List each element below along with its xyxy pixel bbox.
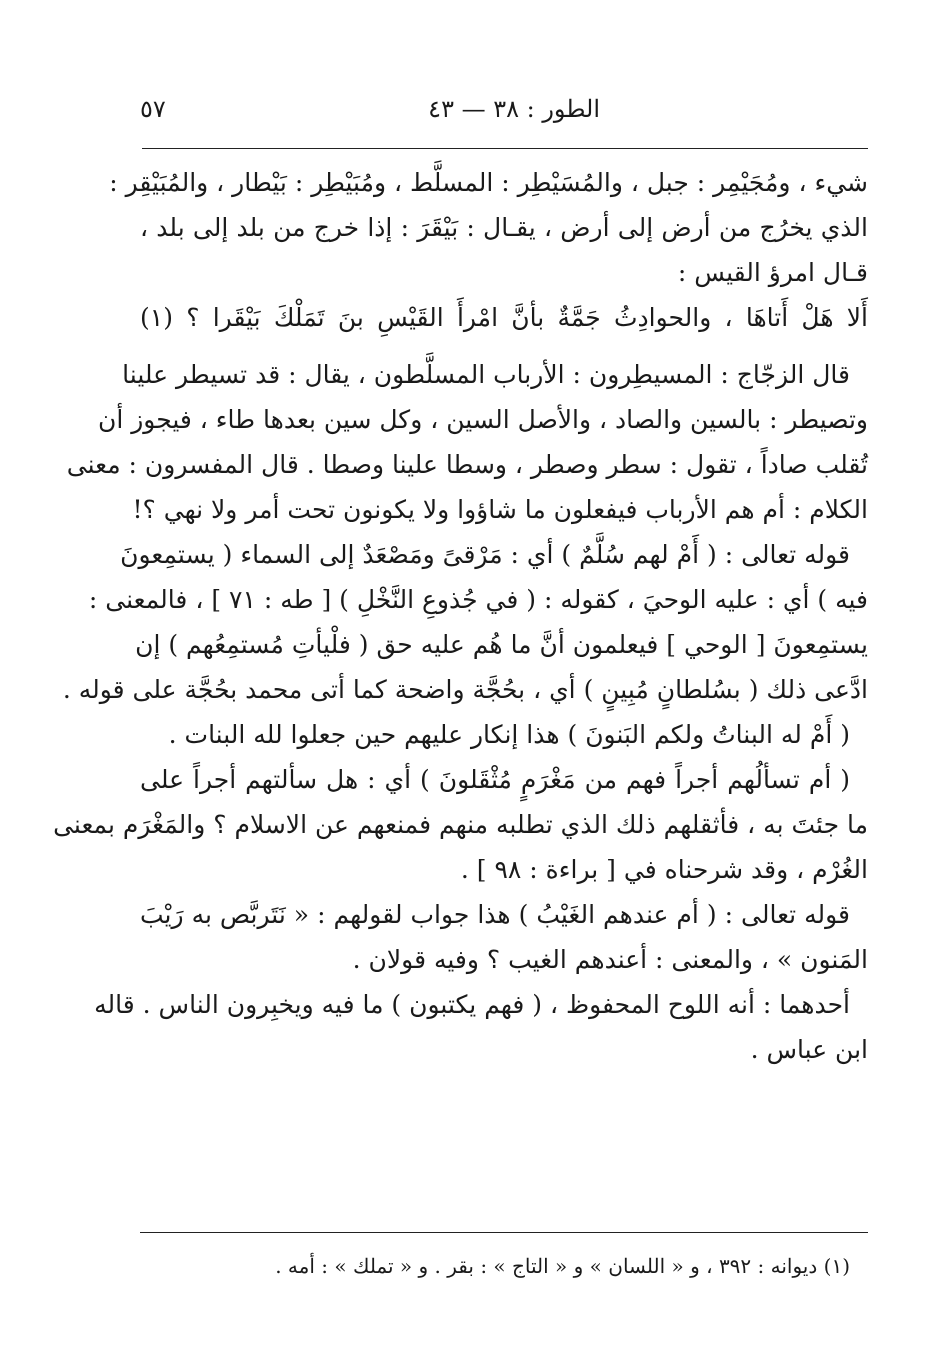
text-line: ( أم تسألُهم أجراً فهم من مَغْرَمٍ مُثْقَلونَ ) أي : هل سألتهم أجراً على [140,765,850,794]
text-line: فيه ) أي : عليه الوحيَ ، كقوله : ( في جُذوعِ النَّخْلِ ) [ طه : ٧١ ] ، فالمعنى : [88,585,868,614]
header-rule [142,148,868,149]
text-line: قال الزجّاج : المسيطِرون : الأرباب المسلَّطون ، يقال : قد تسيطر علينا [122,360,850,389]
text-line: ابن عباس . [750,1035,868,1064]
page-header [130,94,870,134]
text-line: قوله تعالى : ( أَمْ لهم سُلَّمٌ ) أي : مَرْقىً ومَصْعَدٌ إلى السماء ( يستمِعونَ [120,540,850,569]
text-line: الغُرْم ، وقد شرحناه في [ براءة : ٩٨ ] . [460,855,868,884]
text-line: الكلام : أم هم الأرباب فيفعلون ما شاؤوا ولا يكونون تحت أمر ولا نهي ؟! [132,495,868,524]
main-text [53,160,868,1072]
footnote: (١) ديوانه : ٣٩٢ ، و « اللسان » و « التاج » : بقر . و « تملك » : أمه . [275,1254,850,1278]
text-line: قوله تعالى : ( أم عندهم الغَيْبُ ) هذا جواب لقولهم : « نَتَربَّص به رَيْبَ [140,900,850,929]
text-line: وتصيطر : بالسين والصاد ، والأصل السين ، وكل سين بعدها طاء ، فيجوز أن [97,405,868,434]
text-line: شيء ، ومُجَيْمِر : جبل ، والمُسَيْطِر : المسلَّط ، ومُبَيْطِر : بَيْطار ، والمُبَيْقِر : [109,168,868,197]
text-line: ادَّعى ذلك ( بسُلطانٍ مُبِينٍ ) أي ، بحُجَّة واضحة كما أتى محمد بحُجَّة على قوله . [62,675,868,704]
running-title: الطور : ٣٨ — ٤٣ [428,95,600,123]
text-line: الذي يخرُج من أرض إلى أرض ، يقـال : بَيْقَرَ : إذا خرج من بلد إلى بلد ، [140,213,868,242]
text-line: ( أَمْ له البناتُ ولكم البَنونَ ) هذا إنكار عليهم حين جعلوا لله البنات . [168,720,850,749]
footnote-rule [140,1232,868,1233]
poetry-verse: أَلا هَلْ أَتاهَا ، والحوادِثُ جَمَّةٌ بأنَّ امْرأَ القَيْسِ بنَ تَمَلْكَ بَيْقَرا ؟ (١) [140,303,868,332]
text-line: ما جئتَ به ، فأثقلهم ذلك الذي تطلبه منهم فمنعهم عن الاسلام ؟ والمَغْرَم بمعنى [53,810,868,839]
page-number: ٥٧ [140,95,166,123]
text-line: المَنون » ، والمعنى : أعندهم الغيب ؟ وفيه قولان . [352,945,868,974]
text-line: يستمِعونَ [ الوحي ] فيعلمون أنَّ ما هُم عليه حق ( فلْيأتِ مُستمِعُهم ) إن [135,630,868,659]
text-line: تُقلب صاداً ، تقول : سطر وصطر ، وسطا علينا وصطا . قال المفسرون : معنى [66,450,868,479]
text-line: قـال امرؤ القيس : [677,258,868,287]
text-line: أحدهما : أنه اللوح المحفوظ ، ( فهم يكتبون ) ما فيه ويخبِرون الناس . قاله [94,990,850,1019]
